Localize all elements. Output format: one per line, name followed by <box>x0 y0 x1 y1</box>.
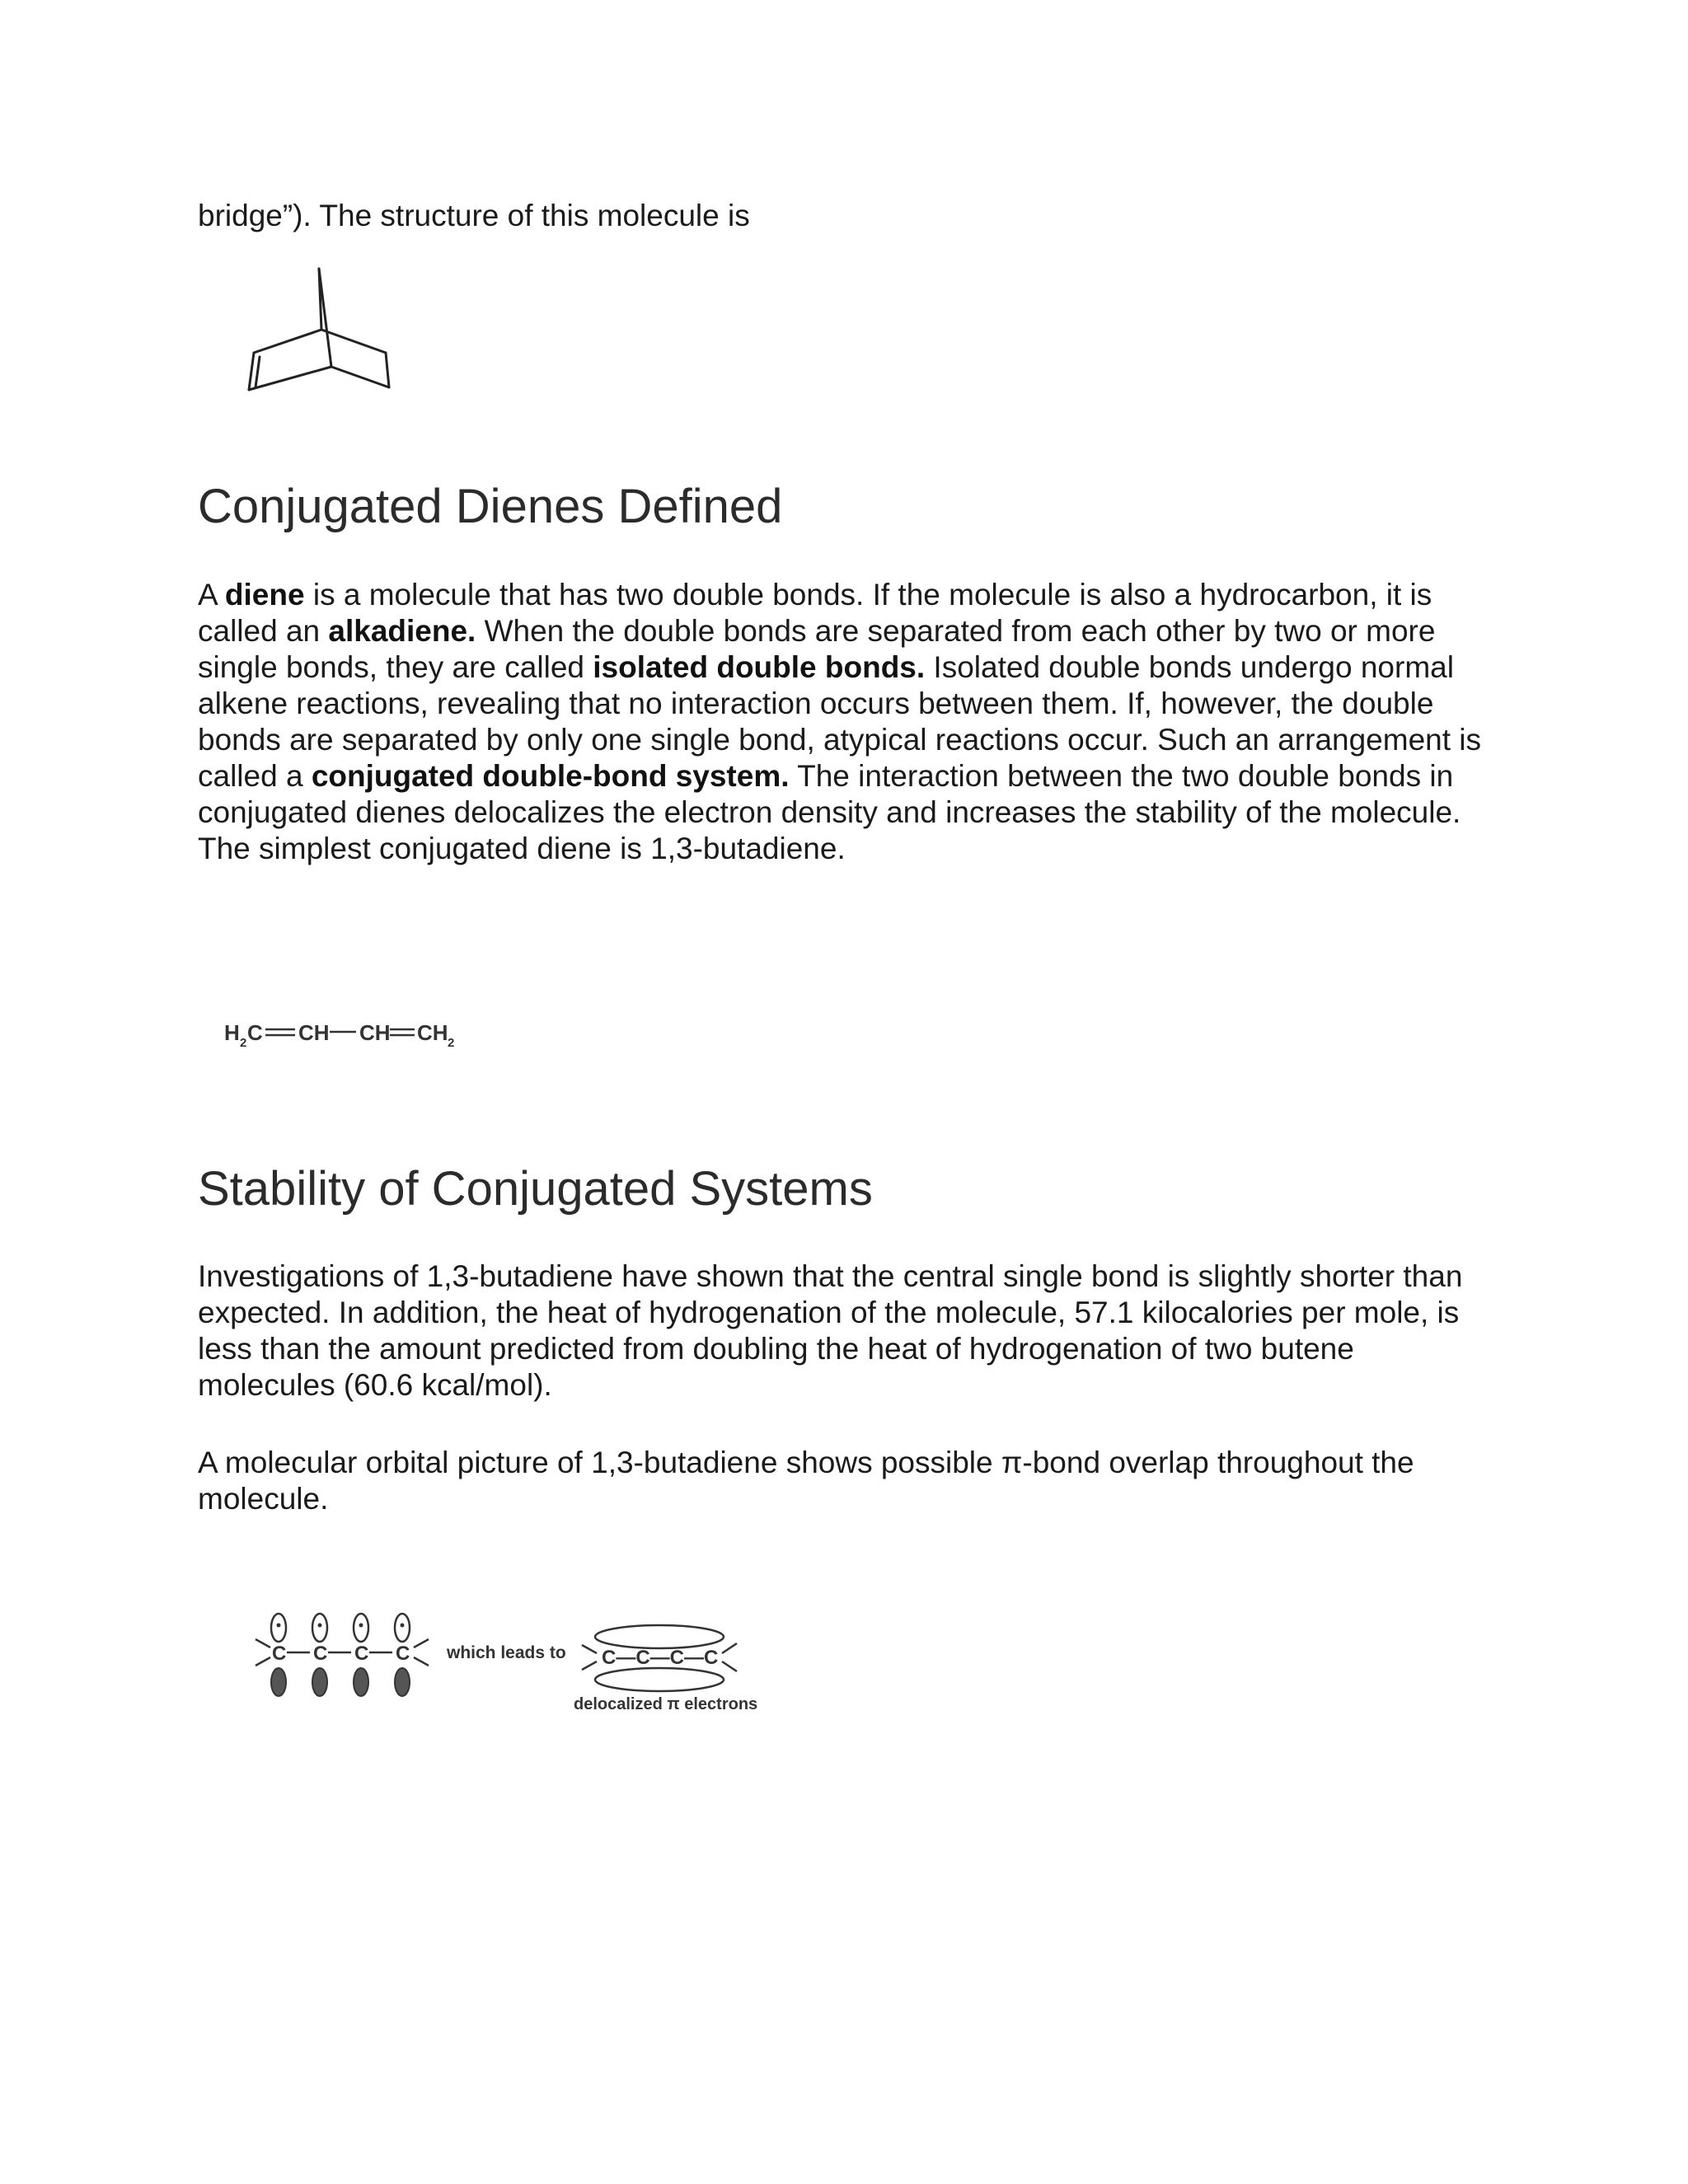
svg-text:2: 2 <box>448 1036 455 1050</box>
svg-text:C: C <box>354 1643 369 1665</box>
heading-stability: Stability of Conjugated Systems <box>198 1162 873 1216</box>
svg-text:2: 2 <box>240 1036 247 1050</box>
paragraph-stability-1: Investigations of 1,3-butadiene have shown that the central single bond is slightly shorter than expected. In addition, the heat of hydrogenation of the molecule, 57.1 kilocalories per mole, is less than the amount predicted from doubling the heat of hydrogenation of two butene molecules (60.6 kcal/mol). <box>198 1259 1463 1402</box>
which-leads-to-label: which leads to <box>447 1643 566 1662</box>
norbornene-structure <box>239 264 404 404</box>
delocalized-chain <box>582 1625 737 1691</box>
butadiene-formula <box>223 1014 470 1055</box>
svg-text:CH: CH <box>359 1020 391 1045</box>
svg-text:C—C—C—C: C—C—C—C <box>602 1647 719 1669</box>
paragraph-dienes: A diene is a molecule that has two double bonds. If the molecule is also a hydrocarbon, it is called an alkadiene. When the double bonds are separated from each other by two or more single bonds, they are called isolated double bonds. Isolated double bonds undergo normal alkene reactions, revealing that no interaction occurs between them. If, however, the double bonds are separated by only one single bond, atypical reactions occur. Such an arrangement is called a conjugated double-bond system. The interaction between the two double bonds in conjugated dienes delocalizes the electron density and increases the stability of the molecule. The simplest conjugated diene is 1,3-butadiene. <box>198 578 1482 865</box>
svg-text:CH: CH <box>298 1020 330 1045</box>
double-bond <box>249 353 254 390</box>
paragraph-stability-2: A molecular orbital picture of 1,3-butadiene shows possible π-bond overlap throughout the molecule. <box>198 1446 1414 1516</box>
heading-conjugated-dienes: Conjugated Dienes Defined <box>198 480 783 533</box>
svg-text:C: C <box>313 1643 328 1665</box>
svg-text:C: C <box>396 1643 410 1665</box>
delocalized-caption: delocalized π electrons <box>574 1695 758 1713</box>
p-orbitals <box>256 1614 429 1696</box>
orbital-figure <box>239 1595 799 1727</box>
svg-text:C: C <box>247 1020 263 1045</box>
intro-text: bridge”). The structure of this molecule is <box>198 199 750 232</box>
svg-text:H: H <box>224 1020 240 1045</box>
svg-text:CH: CH <box>417 1020 448 1045</box>
svg-text:C: C <box>272 1643 287 1665</box>
